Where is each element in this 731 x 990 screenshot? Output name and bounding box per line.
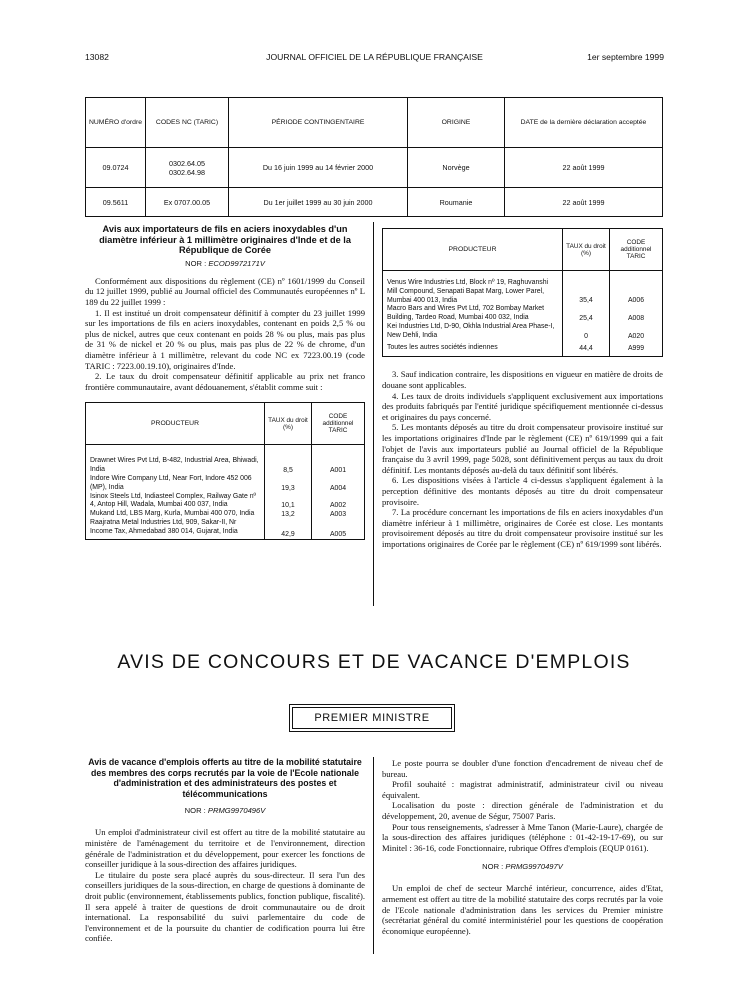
paragraph: 7. La procédure concernant les importations de fils en aciers inoxydables d'un diamètre inférieur à 1 millimètre, originaires de Corée est close. Les montants provisoirement déposés au titre du droit compensateur provisoire institué sur les importations originaires de Corée par le règlement (CE) nº 619/1999 sont libérés. (382, 507, 663, 549)
cell-numero: 09.0724 (86, 148, 146, 188)
table-row (383, 341, 663, 357)
cell-taux: 13,2 (265, 510, 312, 519)
india-producers-table (85, 402, 365, 539)
col-header-taux: TAUX du droit (%) (563, 229, 610, 271)
cell-producteur: Drawnet Wires Pvt Ltd, B-482, Industrial Area, Bhiwadi, India (86, 445, 265, 475)
table-row (86, 445, 365, 475)
cell-producteur: Macro Bars and Wires Pvt Ltd, 702 Bombay Market Building, Tardeo Road, Mumbai 400 032, India (383, 305, 563, 323)
paragraph: 5. Les montants déposés au titre du droit compensateur provisoire institué sur les importations originaires d'Inde par le règlement (CE) nº 619/1999 qui a fait l'objet de l'avis aux importateurs publié au Journal officiel de la République française du 3 avril 1999, page 5028, sont définitivement perçus au taux du droit définitif. Les montants déposés au-delà du taux définitif sont libérés. (382, 422, 663, 475)
table-row (86, 475, 365, 493)
paragraph: Localisation du poste : direction générale de l'administration et du développement, 20, avenue de Ségur, 75007 Paris. (382, 800, 663, 821)
col-header-producteur: PRODUCTEUR (86, 403, 265, 445)
cell-taux: 42,9 (265, 519, 312, 539)
avis-importateurs-title: Avis aux importateurs de fils en aciers inoxydables d'un diamètre inférieur à 1 millimètre originaires d'Inde et de la République de Corée (99, 224, 351, 256)
ministry-box: PREMIER MINISTRE (292, 707, 452, 729)
table-row (86, 510, 365, 519)
paragraph: Le poste pourra se doubler d'une fonction d'encadrement de niveau chef de bureau. (382, 758, 663, 779)
nor-code: PRMG9970497V (505, 862, 563, 872)
cell-code: A999 (610, 341, 663, 357)
nor-line (85, 259, 365, 268)
cell-origine: Norvège (408, 148, 505, 188)
avis-vacance-right (382, 758, 663, 936)
cell-date: 22 août 1999 (505, 148, 663, 188)
col-header-numero: NUMÉRO d'ordre (86, 98, 146, 148)
col-header-taux: TAUX du droit (%) (265, 403, 312, 445)
cell-code: A008 (610, 305, 663, 323)
nor-line (85, 806, 365, 815)
avis-importateurs-right (382, 228, 663, 549)
col-header-periode: PÉRIODE CONTINGENTAIRE (229, 98, 408, 148)
cell-taux: 0 (563, 323, 610, 341)
table-row (383, 271, 663, 306)
col-header-code: CODE additionnel TARIC (312, 403, 365, 445)
cell-producteur: Venus Wire Industries Ltd, Block nº 19, Raghuvanshi Mill Compound, Senapati Bapat Marg, Lower Parel, Mumbai 400 013, India (383, 271, 563, 306)
cell-codes: Ex 0707.00.05 (146, 188, 229, 217)
cell-code: A006 (610, 271, 663, 306)
col-header-code: CODE additionnel TARIC (610, 229, 663, 271)
cell-periode: Du 1er juillet 1999 au 30 juin 2000 (229, 188, 408, 217)
table-row (86, 148, 663, 188)
paragraph: 6. Les dispositions visées à l'article 4 ci-dessus s'appliquent également à la perception définitive des montants déposés au titre du droit compensateur provisoire. (382, 475, 663, 507)
cell-producteur: Raajratna Metal Industries Ltd, 909, Sakar-II, Nr Income Tax, Ahmedabad 380 014, Gujarat, India (86, 519, 265, 539)
paragraph: Pour tous renseignements, s'adresser à Mme Tanon (Marie-Laure), chargée de la sous-direction des affaires juridiques (téléphone : 01-42-19-17-69), ou sur Minitel : 36-16, code Fonctionnaire, rubrique Offres d'emplois (EQUP 0161). (382, 821, 663, 853)
india-producers-table-cont (382, 228, 663, 357)
cell-numero: 09.5611 (86, 188, 146, 217)
cell-code: A020 (610, 323, 663, 341)
cell-code: A002 (312, 493, 365, 511)
paragraph: Le titulaire du poste sera placé auprès du sous-directeur. Il sera l'un des conseillers juridiques de la sous-direction, en charge de questions à dominante de droit public (environnement, établissements publics, fonction publique, fiscalité). Il sera appelé à traiter de questions de droit communautaire ou de droit international. La responsabilité du suivi parlementaire du code de l'environnement et de la poursuite du chantier de codification pourra lui être confiée. (85, 869, 365, 944)
cell-taux: 44,4 (563, 341, 610, 357)
paragraph: Profil souhaité : magistrat administratif, administrateur civil ou niveau équivalent. (382, 779, 663, 800)
avis-vacance-left (85, 757, 365, 944)
nor-code: PRMG9970496V (207, 806, 266, 816)
cell-code: A003 (312, 510, 365, 519)
cell-producteur: Indore Wire Company Ltd, Near Fort, Indore 452 006 (MP), India (86, 475, 265, 493)
cell-codes: 0302.64.05 0302.64.98 (146, 148, 229, 188)
cell-taux: 25,4 (563, 305, 610, 323)
paragraph: Conformément aux dispositions du règlement (CE) nº 1601/1999 du Conseil du 12 juillet 1999, publié au Journal officiel des Communautés européennes nº L 189 du 22 juillet 1999 : (85, 275, 365, 307)
cell-taux: 8,5 (265, 445, 312, 475)
header-date: 1er septembre 1999 (587, 52, 664, 62)
cell-producteur: Toutes les autres sociétés indiennes (383, 341, 563, 357)
paragraph: 1. Il est institué un droit compensateur définitif à compter du 23 juillet 1999 sur les importations de fils en aciers inoxydables, contenant en poids 2,5 % ou plus de nickel, autres que ceux contenant en poids 28 % ou plus, mais pas plus de 31 % de nickel et 20 % ou plus, mais pas plus de 22 % de chrome, d'un diamètre inférieur à 1 millimètre, relevant du code NC ex 7223.00.19 (code TARIC : 7223.00.19.10), originaires d'Inde. (85, 307, 365, 371)
col-header-codes: CODES NC (TARIC) (146, 98, 229, 148)
table-row (86, 519, 365, 539)
col-header-producteur: PRODUCTEUR (383, 229, 563, 271)
col-header-date: DATE de la dernière déclaration acceptée (505, 98, 663, 148)
paragraph: 4. Les taux de droits individuels s'appliquent exclusivement aux importations des produits fabriqués par l'entité juridique spécifiquement mentionnée ci-dessus et originaires du pays concerné. (382, 390, 663, 422)
avis-importateurs-left (85, 224, 365, 540)
cell-code: A004 (312, 475, 365, 493)
paragraph: 3. Sauf indication contraire, les dispositions en vigueur en matière de droits de douane sont applicables. (382, 369, 663, 390)
page-header (85, 52, 664, 64)
nor-label: NOR : (185, 258, 207, 268)
table-row (383, 323, 663, 341)
cell-date: 22 août 1999 (505, 188, 663, 217)
contingent-table (85, 97, 663, 217)
paragraph: Un emploi d'administrateur civil est offert au titre de la mobilité statutaire au ministère de l'aménagement du territoire et de l'environnement, direction générale de l'administration et du développement, pour exercer les fonctions de conseiller juridique à la sous-direction des affaires juridiques. (85, 827, 365, 870)
page-number: 13082 (85, 52, 109, 62)
table-row (86, 493, 365, 511)
cell-taux: 10,1 (265, 493, 312, 511)
col-header-origine: ORIGINE (408, 98, 505, 148)
table-row (86, 188, 663, 217)
paragraph: 2. Le taux du droit compensateur définitif applicable au prix net franco frontière communautaire, avant dédouanement, s'établit comme suit : (85, 371, 365, 392)
avis-vacance-title: Avis de vacance d'emplois offerts au titre de la mobilité statutaire des membres des corps recrutés par la voie de l'Ecole nationale d'administration et des administrateurs des postes et télécommunications (88, 757, 362, 799)
nor-line (382, 862, 663, 871)
cell-periode: Du 16 juin 1999 au 14 février 2000 (229, 148, 408, 188)
cell-origine: Roumanie (408, 188, 505, 217)
cell-taux: 19,3 (265, 475, 312, 493)
section-title: AVIS DE CONCOURS ET DE VACANCE D'EMPLOIS (117, 651, 631, 673)
column-divider (373, 757, 374, 954)
cell-code: A001 (312, 445, 365, 475)
cell-producteur: Isinox Steels Ltd, Indiasteel Complex, Railway Gate nº 4, Antop Hill, Wadala, Mumbai 400 037, India (86, 493, 265, 511)
cell-producteur: Kei Industries Ltd, D-90, Okhla Industrial Area Phase-I, New Dehli, India (383, 323, 563, 341)
nor-code: ECOD9972171V (208, 258, 265, 268)
nor-label: NOR : (184, 806, 206, 816)
cell-producteur: Mukand Ltd, LBS Marg, Kurla, Mumbai 400 070, India (86, 510, 265, 519)
cell-code: A005 (312, 519, 365, 539)
cell-taux: 35,4 (563, 271, 610, 306)
column-divider (373, 222, 374, 606)
table-row (383, 305, 663, 323)
paragraph: Un emploi de chef de secteur Marché intérieur, concurrence, aides d'Etat, armement est offert au titre de la mobilité statutaire des corps recrutés par la voie de l'Ecole nationale d'administration dans les services du Premier ministre (secrétariat général du comité interministériel pour les questions de coopération économique européenne). (382, 883, 663, 936)
nor-label: NOR : (482, 862, 504, 872)
journal-title: JOURNAL OFFICIEL DE LA RÉPUBLIQUE FRANÇAISE (266, 52, 483, 62)
